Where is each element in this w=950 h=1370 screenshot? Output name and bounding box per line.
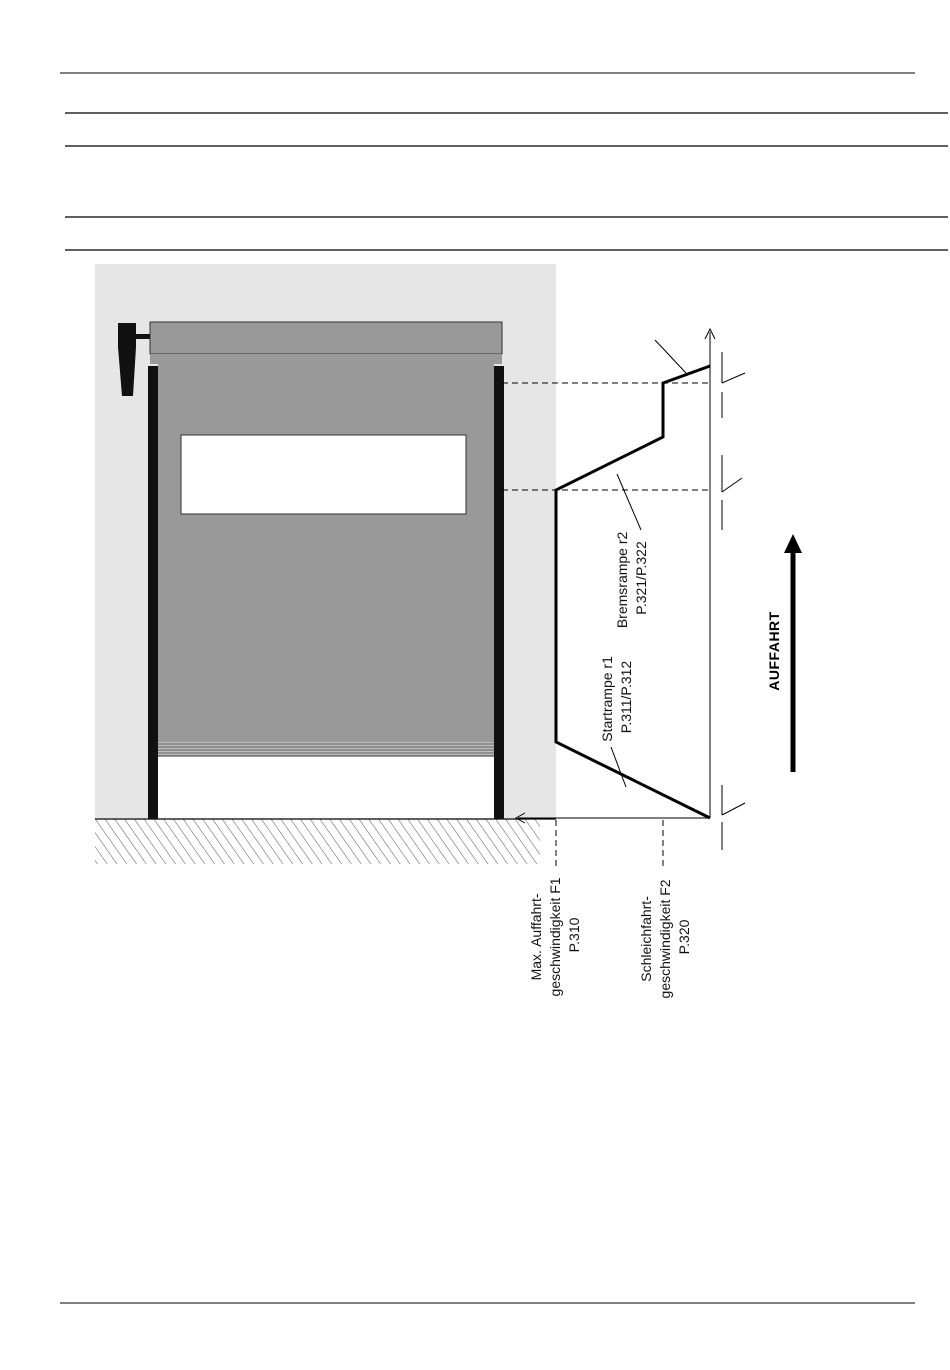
brake-ramp-title: Bremsrampe r2	[614, 531, 630, 629]
position-axis	[705, 329, 715, 818]
vision-window	[181, 435, 466, 514]
max-speed-param: P.310	[566, 917, 582, 953]
brake-ramp-params: P.321/P.322	[633, 541, 649, 615]
creep-speed-param: P.320	[676, 919, 692, 955]
leader-brake-ramp	[617, 474, 641, 530]
limit-switch-bottom	[722, 785, 745, 850]
door-curtain	[158, 364, 494, 744]
direction-label: AUFFAHRT	[766, 611, 782, 691]
creep-speed-label	[638, 876, 692, 999]
start-ramp-params: P.311/P.312	[618, 660, 634, 734]
max-speed-label	[528, 874, 582, 997]
creep-speed-line1: Schleichfahrt-	[638, 896, 654, 982]
leader-start-ramp	[611, 747, 626, 787]
ground-hatching	[95, 819, 556, 864]
max-speed-line2: geschwindigkeit F1	[547, 877, 563, 997]
limit-switch-top	[722, 352, 745, 418]
creep-speed-line2: geschwindigkeit F2	[657, 879, 673, 999]
max-speed-line1: Max. Auffahrt-	[528, 893, 544, 981]
start-ramp-label	[599, 652, 634, 741]
roller-housing	[150, 322, 502, 364]
side-frame-right	[494, 366, 504, 819]
page-header-rules	[60, 73, 948, 250]
start-ramp-title: Startrampe r1	[599, 656, 615, 742]
side-frame-left	[148, 366, 158, 819]
limit-switch-icon	[722, 352, 745, 850]
door-bottom-edge	[158, 742, 494, 756]
limit-switch-middle	[722, 455, 742, 530]
up-arrow-icon	[784, 534, 802, 772]
brake-ramp-label	[614, 528, 649, 628]
leader-top	[655, 340, 686, 373]
